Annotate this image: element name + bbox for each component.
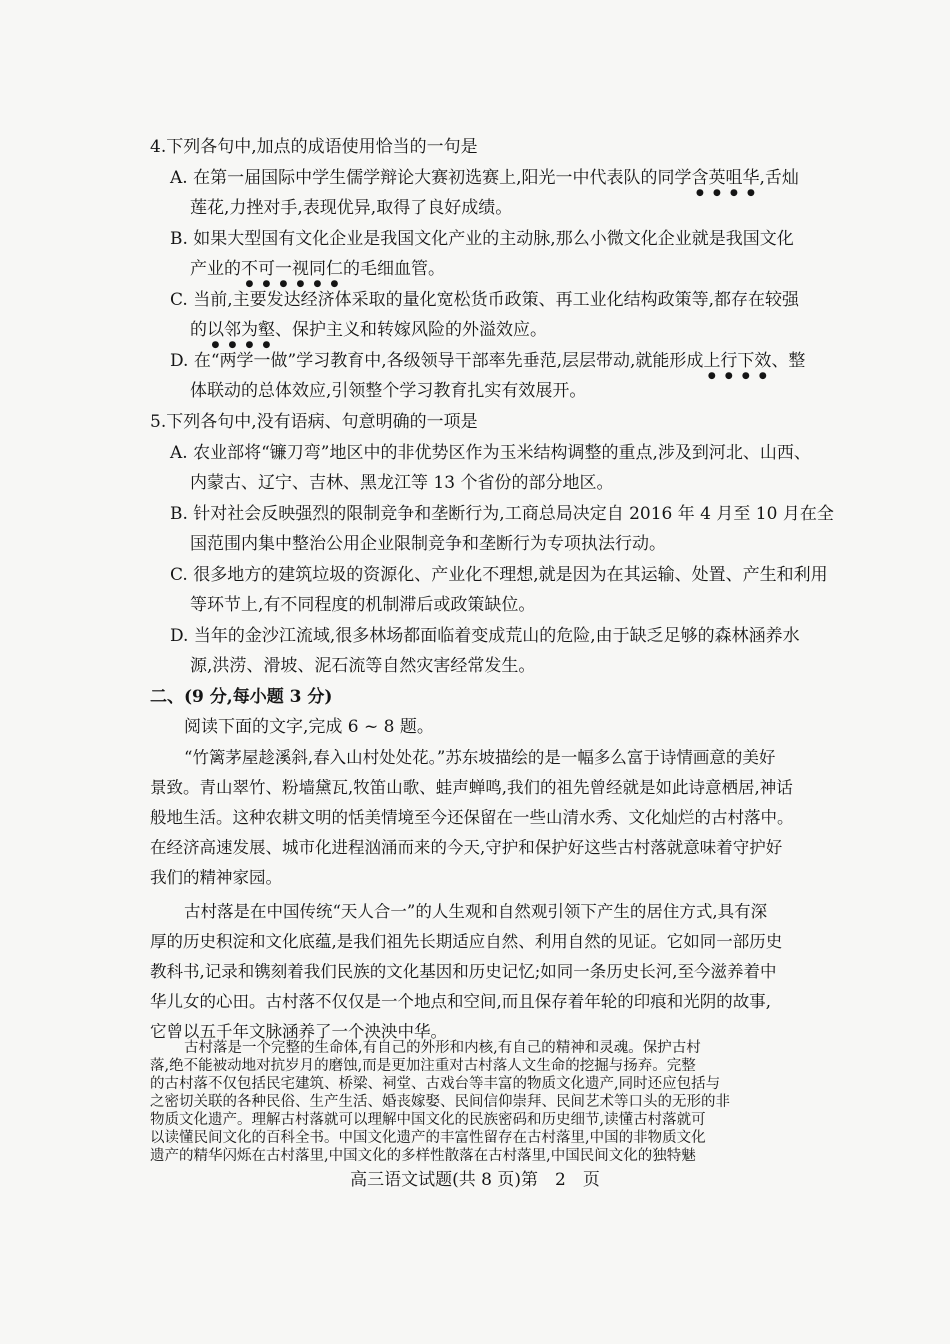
- passage-line: 遗产的精华闪烁在古村落里,中国文化的多样性散落在古村落里,中国民间文化的独特魅: [150, 1148, 696, 1164]
- passage-line: 之密切关联的各种民俗、生产生活、婚丧嫁娶、民间信仰崇拜、民间艺术等口头的无形的非: [150, 1094, 730, 1110]
- q5-option-a-line2: 内蒙古、辽宁、吉林、黑龙江等 13 个省份的部分地区。: [190, 473, 614, 493]
- q5-option-d-line1: D. 当年的金沙江流域,很多林场都面临着变成荒山的危险,由于缺乏足够的森林涵养水: [170, 626, 800, 646]
- passage-line: 物质文化遗产。理解古村落就可以理解中国文化的民族密码和历史细节,读懂古村落就可: [150, 1112, 706, 1128]
- q4-option-c-line1: C. 当前,主要发达经济体采取的量化宽松货币政策、再工业化结构政策等,都存在较强: [170, 290, 800, 310]
- question-5-stem: 5.下列各句中,没有语病、句意明确的一项是: [150, 412, 478, 432]
- passage-line: 以读懂民间文化的百科全书。中国文化遗产的丰富性留存在古村落里,中国的非物质文化: [150, 1130, 706, 1146]
- q5-option-b-line2: 国范围内集中整治公用企业限制竞争和垄断行为专项执法行动。: [190, 534, 666, 554]
- passage-line: 般地生活。这种农耕文明的恬美情境至今还保留在一些山清水秀、文化灿烂的古村落中。: [150, 808, 794, 827]
- q5-option-b-line1: B. 针对社会反映强烈的限制竞争和垄断行为,工商总局决定自 2016 年 4 月至 10 月在全: [170, 504, 834, 524]
- question-4-stem: 4.下列各句中,加点的成语使用恰当的一句是: [150, 137, 478, 157]
- passage-line: 我们的精神家园。: [150, 868, 282, 887]
- q4-option-b-line1: B. 如果大型国有文化企业是我国文化产业的主动脉,那么小微文化企业就是我国文化: [170, 229, 794, 249]
- passage-line: 在经济高速发展、城市化进程汹涌而来的今天,守护和保护好这些古村落就意味着守护好: [150, 838, 783, 857]
- passage-line: 景致。青山翠竹、粉墙黛瓦,牧笛山歌、蛙声蝉鸣,我们的祖先曾经就是如此诗意栖居,神话: [150, 778, 793, 797]
- q5-option-d-line2: 源,洪涝、滑坡、泥石流等自然灾害经常发生。: [190, 656, 536, 676]
- passage-line: 落,绝不能被动地对抗岁月的磨蚀,而是更加注重对古村落人文生命的挖掘与扬弃。完整: [150, 1058, 696, 1074]
- passage-line: 华儿女的心田。古村落不仅仅是一个地点和空间,而且保存着年轮的印痕和光阴的故事,: [150, 992, 771, 1011]
- dotted-idiom: 以邻为壑: [207, 320, 275, 340]
- q5-option-c-line1: C. 很多地方的建筑垃圾的资源化、产业化不理想,就是因为在其运输、处置、产生和利用: [170, 565, 828, 585]
- passage-line: 教科书,记录和镌刻着我们民族的文化基因和历史记忆;如同一条历史长河,至今滋养着中: [150, 962, 777, 981]
- section-2-heading: 二、(9 分,每小题 3 分): [150, 687, 333, 707]
- q5-option-c-line2: 等环节上,有不同程度的机制滞后或政策缺位。: [190, 595, 536, 615]
- dotted-idiom: 含英咀华: [691, 168, 760, 188]
- passage-line: 它曾以五千年文脉涵养了一个泱泱中华。: [150, 1022, 447, 1041]
- passage-line: 古村落是一个完整的生命体,有自己的外形和内核,有自己的精神和灵魂。保护古村: [184, 1040, 701, 1056]
- dotted-idiom: 不可一视同仁: [241, 259, 343, 279]
- dotted-idiom: 上行下效: [703, 351, 772, 371]
- passage-line: 厚的历史积淀和文化底蕴,是我们祖先长期适应自然、利用自然的见证。它如同一部历史: [150, 932, 783, 951]
- q4-option-d-line1: D. 在“两学一做”学习教育中,各级领导干部率先垂范,层层带动,就能形成上行下效、整: [170, 351, 806, 371]
- section-2-instruction: 阅读下面的文字,完成 6 ~ 8 题。: [184, 717, 434, 737]
- passage-line: 古村落是在中国传统“天人合一”的人生观和自然观引领下产生的居住方式,具有深: [184, 902, 768, 921]
- q4-option-a-line1: A. 在第一届国际中学生儒学辩论大赛初选赛上,阳光一中代表队的同学含英咀华,舌灿: [170, 168, 799, 188]
- q4-option-c-line2: 的以邻为壑、保护主义和转嫁风险的外溢效应。: [190, 320, 547, 340]
- passage-line: 的古村落不仅包括民宅建筑、桥梁、祠堂、古戏台等丰富的物质文化遗产,同时还应包括与: [150, 1076, 721, 1092]
- passage-line: “竹篱茅屋趁溪斜,春入山村处处花。”苏东坡描绘的是一幅多么富于诗情画意的美好: [184, 748, 776, 767]
- q4-option-d-line2: 体联动的总体效应,引领整个学习教育扎实有效展开。: [190, 381, 587, 401]
- q4-option-a-line2: 莲花,力挫对手,表现优异,取得了良好成绩。: [190, 198, 513, 218]
- page-footer: 高三语文试题(共 8 页)第 2 页: [350, 1170, 600, 1190]
- q4-option-b-line2: 产业的不可一视同仁的毛细血管。: [190, 259, 445, 279]
- q5-option-a-line1: A. 农业部将“镰刀弯”地区中的非优势区作为玉米结构调整的重点,涉及到河北、山西、: [170, 443, 811, 463]
